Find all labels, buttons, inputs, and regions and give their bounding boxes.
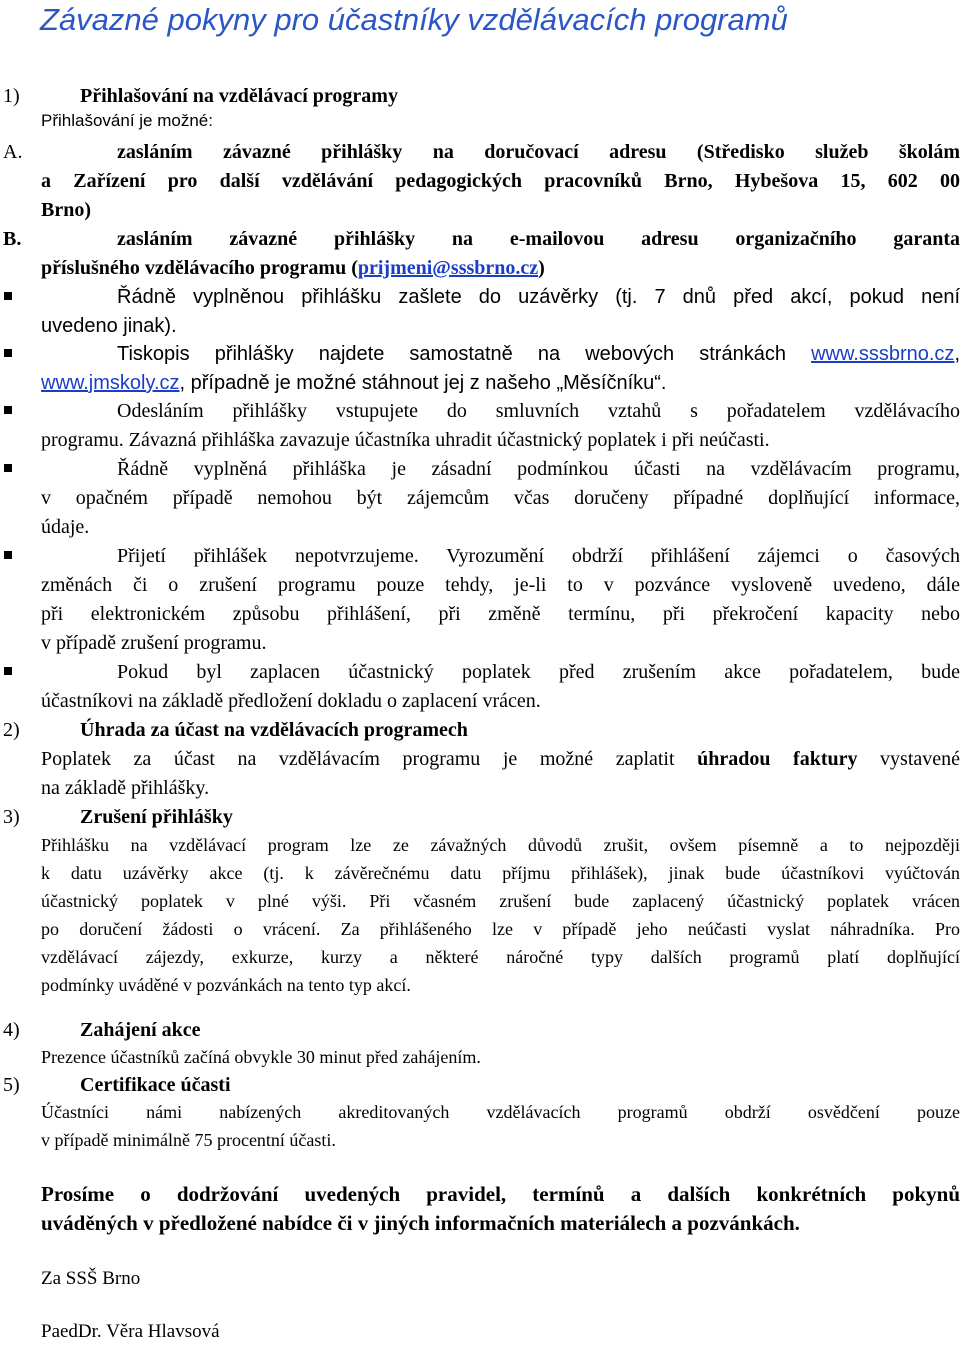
bullet-2-comma: , — [954, 343, 960, 365]
bullet-icon — [4, 551, 12, 559]
bullet-6-line-1: Pokud byl zaplacen účastnický poplatek před zrušením akce pořadatelem, bude — [117, 661, 960, 683]
section-5-line-2: v případě minimálně 75 procentní účasti. — [41, 1130, 336, 1150]
bullet-1-line-1: Řádně vyplněnou přihlášku zašlete do uzávěrky (tj. 7 dnů před akcí, pokud není — [117, 286, 960, 308]
bullet-2-line-1 — [117, 340, 960, 368]
section-3-line-6: podmínky uváděné v pozvánkách na tento typ akcí. — [41, 975, 411, 995]
bullet-4-line-2: v opačném případě nemohou být zájemcům včas doručeny případné doplňující informace, — [41, 487, 960, 509]
option-a-line-2: a Zařízení pro další vzdělávání pedagogických pracovníků Brno, Hybešova 15, 602 00 — [41, 170, 960, 192]
signoff-name: PaedDr. Věra Hlavsová — [41, 1321, 220, 1342]
bullet-6-line-2: účastníkovi na základě předložení dokladu o zaplacení vrácen. — [41, 690, 541, 712]
invoice-payment-emphasis: úhradou faktury — [697, 748, 858, 770]
section-3-line-2: k datu uzávěrky akce (tj. k závěrečnému datu příjmu přihlášek), jinak bude účastníkovi vyúčtován — [41, 863, 960, 883]
option-a-marker: A. — [3, 141, 23, 163]
jmskoly-link[interactable]: www.jmskoly.cz — [41, 372, 180, 394]
sssbrno-link[interactable]: www.sssbrno.cz — [811, 343, 955, 365]
bullet-3-line-2: programu. Závazná přihláška zavazuje účastníka uhradit účastnický poplatek i při neúčasti. — [41, 429, 770, 451]
section-4-number: 4) — [3, 1019, 20, 1041]
section-3-line-5: vzdělávací zájezdy, exkurze, kurzy a některé náročné typy dalších programů platí doplňující — [41, 947, 960, 967]
section-3-number: 3) — [3, 806, 20, 828]
option-a-line-3: Brno) — [41, 199, 91, 221]
bullet-5-line-2: změnách či o zrušení programu pouze tehdy, je-li to v pozvánce vysloveně uvedeno, dále — [41, 574, 960, 596]
bullet-icon — [4, 464, 12, 472]
section-5-line-1: Účastníci námi nabízených akreditovaných vzdělávacích programů obdrží osvědčení pouze — [41, 1102, 960, 1122]
section-5-heading: Certifikace účasti — [80, 1074, 231, 1096]
option-b-close: ) — [538, 257, 545, 279]
bullet-5-line-3: při elektronickém způsobu přihlášení, při změně termínu, při překročení kapacity nebo — [41, 603, 960, 625]
option-b-line-2 — [41, 254, 960, 282]
bullet-5-line-4: v případě zrušení programu. — [41, 632, 267, 654]
option-b-line-1: zasláním závazné přihlášky na e-mailovou adresu organizačního garanta — [117, 228, 960, 250]
section-1-number: 1) — [3, 85, 20, 107]
section-2-line-2: na základě přihlášky. — [41, 777, 210, 799]
section-3-line-3: účastnický poplatek v plné výši. Při včasném zrušení bude zaplacený účastnický poplatek vrácen — [41, 891, 960, 911]
section-5-number: 5) — [3, 1074, 20, 1096]
bullet-icon — [4, 292, 12, 300]
option-b-text: příslušného vzdělávacího programu ( — [41, 257, 358, 279]
section-3-line-1: Přihlášku na vzdělávací program lze ze závažných důvodů zrušit, ovšem písemně a to nejpozději — [41, 835, 960, 855]
option-a-line-1: zasláním závazné přihlášky na doručovací adresu (Středisko služeb školám — [117, 141, 960, 163]
section-2-number: 2) — [3, 719, 20, 741]
closing-line-1: Prosíme o dodržování uvedených pravidel, termínů a dalších konkrétních pokynů — [41, 1182, 960, 1206]
page-title: Závazné pokyny pro účastníky vzdělávacích programů — [40, 2, 788, 37]
bullet-3-line-1: Odesláním přihlášky vstupujete do smluvních vztahů s pořadatelem vzdělávacího — [117, 400, 960, 422]
bullet-1-line-2: uvedeno jinak). — [41, 315, 177, 337]
section-1-heading: Přihlašování na vzdělávací programy — [80, 85, 398, 107]
option-b-marker: B. — [3, 228, 22, 250]
signoff-organization: Za SSŠ Brno — [41, 1268, 141, 1289]
bullet-icon — [4, 667, 12, 675]
section-4-heading: Zahájení akce — [80, 1019, 201, 1041]
closing-line-2: uváděných v předložené nabídce či v jiných informačních materiálech a pozvánkách. — [41, 1211, 800, 1235]
section-1-intro: Přihlašování je možné: — [41, 111, 213, 130]
section-2-text: Poplatek za účast na vzdělávacím programu je možné zaplatit — [41, 748, 698, 770]
bullet-4-line-3: údaje. — [41, 516, 90, 538]
section-2-line-1 — [41, 745, 960, 773]
section-3-heading: Zrušení přihlášky — [80, 806, 233, 828]
bullet-icon — [4, 349, 12, 357]
section-2-heading: Úhrada za účast na vzdělávacích programech — [80, 719, 468, 741]
bullet-5-line-1: Přijetí přihlášek nepotvrzujeme. Vyrozumění obdrží přihlášení zájemci o časových — [117, 545, 960, 567]
section-4-line-1: Prezence účastníků začíná obvykle 30 minut před zahájením. — [41, 1047, 481, 1067]
bullet-2-rest: , případně je možné stáhnout jej z našeho „Měsíčníku“. — [179, 372, 667, 394]
bullet-2-line-2 — [41, 369, 960, 397]
bullet-2-text: Tiskopis přihlášky najdete samostatně na webových stránkách — [117, 343, 812, 365]
section-3-line-4: po doručení žádosti o vrácení. Za přihlášeného lze v případě jeho neúčasti vyslat náhradníka. Pro — [41, 919, 960, 939]
bullet-4-line-1: Řádně vyplněná přihláška je zásadní podmínkou účasti na vzdělávacím programu, — [117, 458, 960, 480]
garant-email-link[interactable]: prijmeni@sssbrno.cz — [357, 257, 539, 279]
section-2-text-end: vystavené — [857, 748, 960, 770]
bullet-icon — [4, 406, 12, 414]
